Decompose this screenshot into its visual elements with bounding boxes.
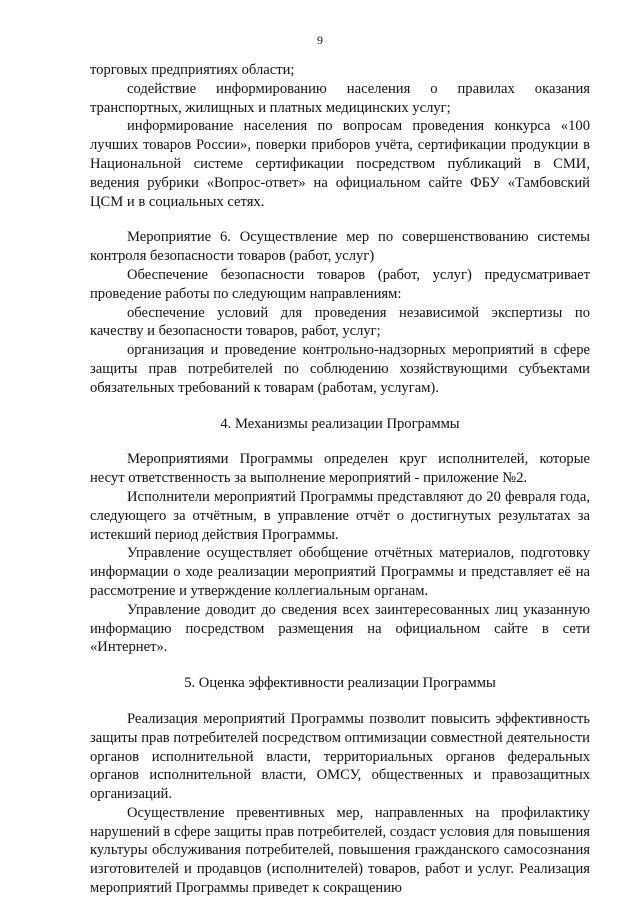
section-heading: 5. Оценка эффективности реализации Программы <box>184 675 496 692</box>
page-number: 9 <box>317 33 323 47</box>
paragraph: информирование населения по вопросам проведения конкурса «100 лучших товаров России», поверки приборов учёта, сертификации продукции в Национальной системе сертификации посредством публикаций в СМИ, ведения рубрики «Вопрос-ответ» на официальном сайте ФБУ «Тамбовский ЦСМ и в социальных сетях. <box>90 118 590 210</box>
paragraph: Мероприятие 6. Осуществление мер по совершенствованию системы контроля безопасности товаров (работ, услуг) <box>90 229 590 265</box>
paragraph: Управление осуществляет обобщение отчётных материалов, подготовку информации о ходе реализации мероприятий Программы и представляет её на рассмотрение и утверждение коллегиальным органам. <box>90 545 590 599</box>
document-body <box>90 61 590 898</box>
paragraph: Осуществление превентивных мер, направленных на профилактику нарушений в сфере защиты прав потребителей, создаст условия для повышения культуры обслуживания потребителей, повышения гражданского самосознания изготовителей и продавцов (исполнителей) товаров, работ и услуг. Реализация мероприятий Программы приведет к сокращению <box>90 804 590 897</box>
paragraph: Мероприятиями Программы определен круг исполнителей, которые несут ответственность за выполнение мероприятий - приложение №2. <box>90 451 590 487</box>
paragraph: торговых предприятиях области; <box>90 62 295 78</box>
paragraph: Управление доводит до сведения всех заинтересованных лиц указанную информацию посредством размещения на официальном сайте в сети «Интернет». <box>90 601 590 656</box>
paragraph: Исполнители мероприятий Программы представляют до 20 февраля года, следующего за отчётным, в управление отчёт о достигнутых результатах за истекший период действия Программы. <box>90 488 590 543</box>
section-heading: 4. Механизмы реализации Программы <box>220 415 460 432</box>
paragraph: Обеспечение безопасности товаров (работ, услуг) предусматривает проведение работы по следующим направлениям: <box>90 266 590 302</box>
paragraph: Реализация мероприятий Программы позволит повысить эффективность защиты прав потребителей посредством оптимизации совместной деятельности органов исполнительной власти, территориальных органов федеральных органов исполнительной власти, ОМСУ, общественных и правозащитных организаций. <box>90 710 590 803</box>
paragraph: организация и проведение контрольно-надзорных мероприятий в сфере защиты прав потребителей по соблюдению хозяйствующими субъектами обязательных требований к товарам (работам, услугам). <box>90 342 590 396</box>
paragraph: обеспечение условий для проведения независимой экспертизы по качеству и безопасности товаров, работ, услуг; <box>90 304 590 340</box>
paragraph: содействие информированию населения о правилах оказания транспортных, жилищных и платных медицинских услуг; <box>90 80 590 116</box>
